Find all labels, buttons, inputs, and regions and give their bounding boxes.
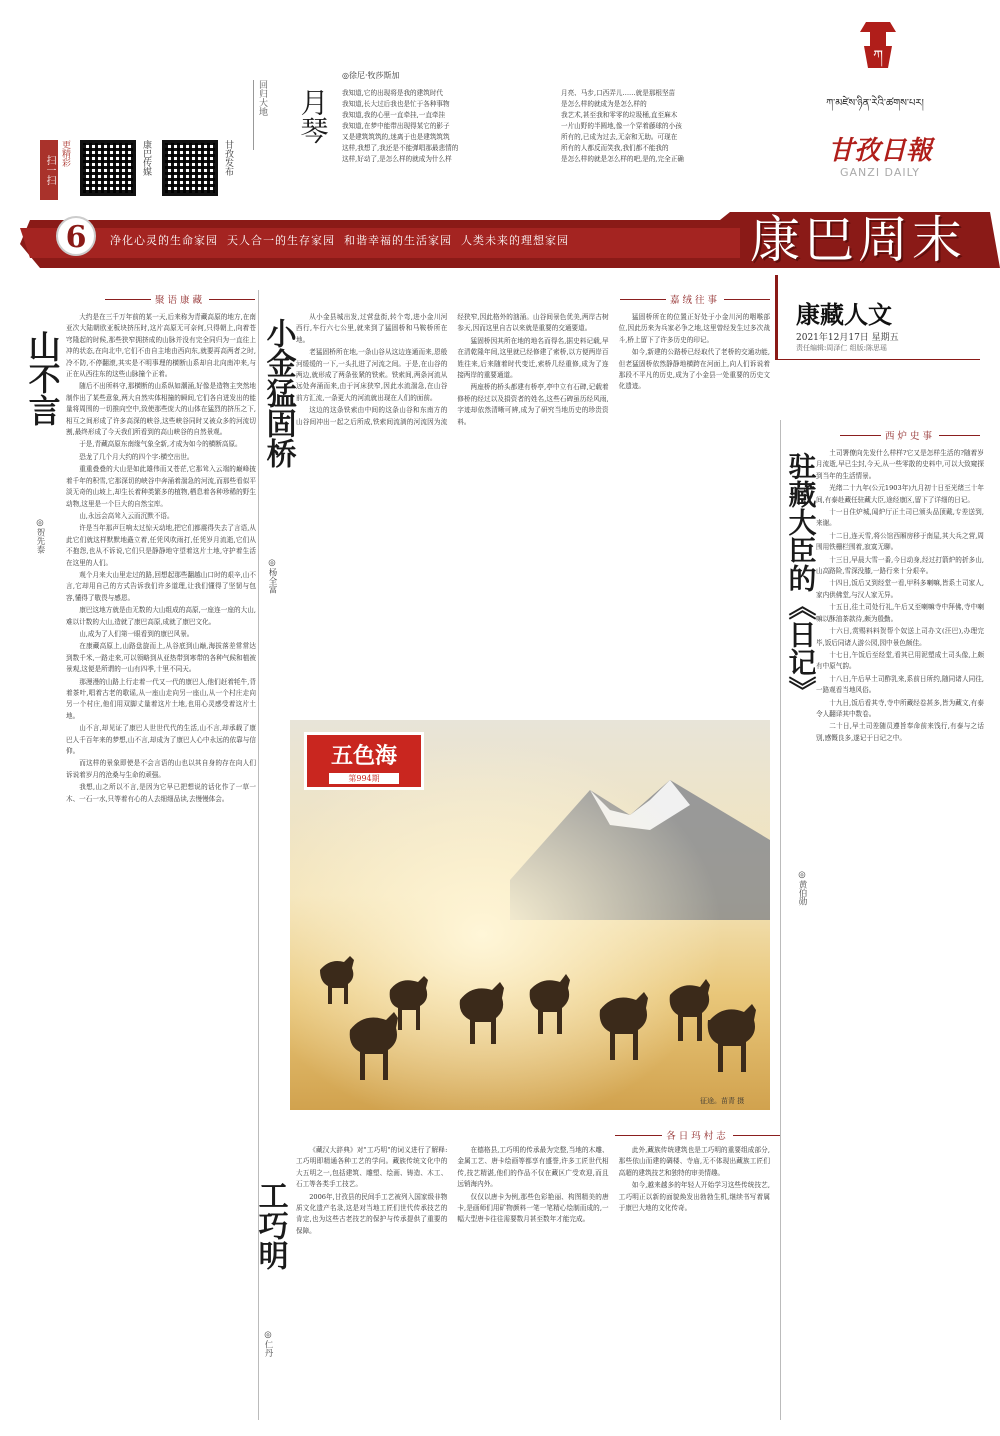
- scan-label: [40, 140, 58, 200]
- article3-paragraph: 十六日,赏赐料料贺帮个奴送上司办文(汪巴),办理完毕,饭后同诸人游公园,园中景色颇佳。: [816, 627, 984, 647]
- article3-paragraph: 十一日住炉城,闻炉厅正土司已颁头品顶戴,专差送到,来谢。: [816, 508, 984, 528]
- poem-line: 一片山野的半圆地,像一个穿着藤球的小孩: [561, 122, 682, 130]
- photo-issue: 第994期: [329, 773, 399, 784]
- article4-title: 工巧明: [252, 1180, 288, 1270]
- article4-column-head: [615, 1128, 780, 1142]
- section-title: 康巴周末: [750, 211, 966, 269]
- article3-paragraph: 十二日,连天雪,将公馆西厢房移于南屋,其大兵之营,周围用铁栅栏围着,寂寞无聊。: [816, 531, 984, 552]
- poem-author: ◎徐尼·牧莎斯加: [342, 71, 400, 80]
- poem-line: 月亮、马步,口西弄儿……就是那根坚苗: [561, 89, 676, 97]
- article4-paragraph: 此外,藏族传统建筑也是工巧明的重要组成部分,那些依山而建的碉楼、寺庙,无不体现出藏族工匠们高超的建筑技艺和独特的审美情趣。: [618, 1146, 770, 1177]
- article2-column-label: 嘉绒往事: [670, 295, 721, 306]
- article2-title: 小金猛固桥: [260, 318, 296, 468]
- article1-paragraph: 于是,青藏高原东南缘气象全新,才成为如今的横断高原。: [79, 440, 242, 449]
- article1-paragraph: 恐龙了几个月大约的四个字:横空出世。: [79, 452, 194, 461]
- article1-paragraph: 山不言,却见证了康巴人世世代代的生活,山不言,却承载了康巴人千百年来的梦想,山不言,却成为了康巴人心中永远的依靠与信仰。: [66, 724, 256, 756]
- article1-paragraph: 重重叠叠的大山是如此雄伟而又苍茫,它那耸入云端的巅峰披着千年的积雪,它那深切的峡谷中奔涌着湍急的河流,而那些看似平淡无奇的山坡上,却生长着种类繁多的植物,栖息着各种珍稀的野生动物,这里是一个巨大的自然宝库。: [66, 465, 256, 508]
- article3-column-label: 西炉史事: [885, 431, 936, 442]
- article2-column-head: [620, 292, 770, 306]
- photo-column-logo: [304, 732, 424, 790]
- divider-col2: [780, 420, 781, 1420]
- article2-paragraph: 两座桥的桥头都建有桥亭,亭中立有石碑,记载着修桥的经过以及捐资者的姓名,这些石碑虽历经风雨,字迹却依然清晰可辨,成为了研究当地历史的珍贵资料。: [457, 383, 609, 426]
- article2-paragraph: 这边的这条铁索由中间的这条山谷和东南方的山谷间冲出一起之后所成,铁索间流淌的河流因为流经狭窄,因此格外的汹涌。山谷间景色优美,两岸古树参天,因而这里自古以来就是重要的交通要道。: [296, 313, 609, 426]
- more-label-text: 更精彩: [60, 140, 70, 167]
- poem-line: 这样,好动了,是怎么样的就成为什么样: [342, 155, 452, 163]
- svg-text:ཀ: ཀ: [873, 48, 883, 64]
- photo-wild-horses: [290, 720, 770, 1110]
- article3-body: [816, 448, 984, 1423]
- article4-column-label: 各日玛村志: [666, 1131, 729, 1142]
- article1-paragraph: 那漫漫的山路上行走着一代又一代的康巴人,他们赶着牦牛,背着茶叶,唱着古老的歌谣,从一座山走向另一座山,从一个村庄走向另一个村庄,他们用双脚丈量着这片土地,也用心灵感受着这片土地。: [66, 677, 256, 720]
- poem-column-label: 回归大地: [253, 80, 269, 150]
- article1-body: [66, 312, 256, 1422]
- poem-line: 我知道,我的心里一直牵挂,一直牵挂: [342, 111, 446, 119]
- article1-paragraph: 康巴这地方就是由无数的大山组成的高原,一座连一座的大山,难以计数的大山,造就了康巴高原,成就了康巴文化。: [66, 606, 256, 626]
- article3-title: 驻藏大臣的《日记》: [784, 452, 818, 704]
- article4-paragraph: 如今,越来越多的年轻人开始学习这些传统技艺,工巧明正以新的面貌焕发出勃勃生机,继续书写着属于康巴大地的文化传奇。: [618, 1181, 770, 1213]
- article4-paragraph: 2006年,甘孜县的民间手工艺被列入国家级非物质文化遗产名录,这是对当地工匠们世代传承技艺的肯定,也为这些古老技艺的保护与传承提供了重要的保障。: [296, 1192, 448, 1235]
- article3-paragraph: 十三日,早晨大雪一番,今日动身,经过打箭炉的折多山,山高路险,雪深没膝,一路行来十分艰辛。: [816, 555, 984, 576]
- article3-paragraph: 二十日,早土司差随员遵旨奉命前来饯行,有泰与之话别,感慨良多,遂记于日记之中。: [816, 722, 984, 742]
- article2-author: ◎杨全富: [267, 558, 277, 594]
- photo-credit: 征途。苗青 摄: [700, 1097, 745, 1105]
- article2-paragraph: 猛固桥所在的位置正好处于小金川河的咽喉部位,因此历来为兵家必争之地,这里曾经发生过多次战斗,桥上留下了许多历史的印记。: [618, 313, 770, 344]
- poem-line: 这样,我想了,我还是不能弹唱那最悲情的: [342, 144, 459, 152]
- article1-paragraph: 大约是在三千万年前的某一天,后来称为青藏高原的地方,在南亚次大陆朝欧亚板块挤压时,这片高原无可奈何,只得朝上,向着苍穹隆起的时候,那些狭窄拥挤成的山脉并没有完全同归为一直往上冲的状态,在向北中,它们不由自主地由西向东,就要再高两者之时,冷不防,不停翻滚,其实是不明事理的横断山系却自北向南冲来,与正在从西往东的这些山脉撞个正着。: [66, 313, 256, 379]
- article1-column-head: [105, 292, 255, 306]
- more-label: [58, 140, 72, 180]
- poem-line: 是怎么样的就是怎么样的吧,是的,完全正确: [561, 155, 684, 163]
- article1-paragraph: 观个月来大山里走过的路,回想起那些翻越山口时的艰辛,山不言,它却用自己的方式告诉我们许多道理,让我们懂得了坚韧与包容,懂得了敬畏与感恩。: [66, 570, 256, 602]
- article2-paragraph: 猛固桥因其所在地的地名而得名,据史料记载,早在清乾隆年间,这里就已经修建了索桥,以方便两岸百姓往来,后来随着时代变迁,索桥几经重修,成为了连接两岸的重要通道。: [457, 336, 609, 380]
- qr-label-kangba: 康巴传媒: [141, 140, 151, 176]
- article4-author: ◎仁丹: [263, 1330, 273, 1357]
- poem-line: 所有的,已成为过去,无奈和无助。可现在: [561, 133, 678, 141]
- article3-paragraph: 十七日,午饭后至经堂,看其已用泥塑成土司头像,上颇有中原气韵。: [816, 650, 984, 671]
- article2-paragraph: 老猛固桥所在地,一条山谷从这边连通而来,恩般河缓缓的一下,一头扎进了河流之间。于是,在山谷的两边,就形成了两条张紧的铁索。铁索间,两条河流从远处奔涌而来,由于河床狭窄,因此水流湍急,在山谷前方汇流,一条更大的河流就出现在人们的面前。: [296, 348, 448, 402]
- poem-line: 我知道,在梦中能带出现得某它的影子: [342, 122, 450, 130]
- poem-lines: [342, 88, 762, 188]
- page-number: 6: [56, 216, 96, 256]
- poem-line: 我知道,它的出现将是我的建筑时代: [342, 89, 444, 97]
- article1-paragraph: 随后不出所料守,那横断的山系纵如潮涌,好像是造物主突然地制作出了某些意象,两大自然实体相撞的瞬间,它们各自迸发出的能量将周围的一切推向空中,致使那些庞大的山体在猛烈的挤压之下,相互之间形成了许多高深的峡谷,这些峡谷同时又被众多的河流切割,最终形成了今天我们所看到的高山峡谷的自然景观。: [66, 382, 256, 437]
- article1-paragraph: 许是当年那声巨响太过惊天动地,把它们都震得失去了言语,从此它们就这样默默地矗立着,任凭风吹雨打,任凭岁月流逝,它们从不抱怨,也从不诉说,它们只是静静地守望着这片土地,守护着生活在这里的人们。: [66, 524, 256, 567]
- article4-paragraph: 仅仅以唐卡为例,那些色彩艳丽、构图精美的唐卡,是画师们用矿物颜料一笔一笔精心绘制而成的,一幅大型唐卡往往需要数月甚至数年才能完成。: [457, 1192, 609, 1224]
- article4-paragraph: 《藏汉大辞典》对"工巧明"的词义进行了解释:工巧明即精通各种工艺的学问。藏族传统文化中的大五明之一,包括建筑、雕塑、绘画、铸造、木工、石工等各类手工技艺。: [296, 1146, 448, 1189]
- article1-paragraph: 山,成为了人们第一眼看到的康巴风景。: [79, 629, 194, 638]
- article3-paragraph: 光绪二十九年(公元1903年)九月初十日至光绪三十年间,有泰赴藏任驻藏大臣,途经康区,留下了详细的日记。: [816, 484, 984, 504]
- masthead-tibetan: ཀ་མཛེས་ཉིན་རེའི་ཚགས་པར།: [826, 98, 924, 109]
- article1-author: ◎贺先泰: [35, 518, 45, 554]
- paper-name-en: GANZI DAILY: [840, 166, 920, 179]
- photo-column-logo-text: 五色海: [330, 744, 397, 769]
- issue-date: 2021年12月17日 星期五: [796, 333, 899, 343]
- article1-column-label: 聚语康藏: [155, 295, 206, 306]
- banner-slogans: 净化心灵的生命家园 天人合一的生存家园 和谐幸福的生活家园 人类未来的理想家园: [110, 234, 569, 247]
- article3-paragraph: 十八日,午后早土司酢乳来,系前日所约,随同诸人同往,一路观看当地风俗。: [816, 674, 984, 695]
- poem-title: 月琴: [296, 88, 330, 144]
- article3-paragraph: 十四日,饭后又到经堂一看,甲科多喇嘛,皆系土司家人,家内供佛堂,与汉人家无异。: [816, 579, 984, 599]
- article3-paragraph: 十九日,饭后看其寺,寺中所藏经卷甚多,皆为藏文,有泰令人翻译其中数卷。: [816, 698, 984, 718]
- article3-author: ◎黄伯勋: [797, 870, 807, 906]
- qr-code-ganzi[interactable]: [162, 140, 218, 196]
- qr-label-ganzi: 甘孜发布: [223, 140, 233, 176]
- section-subtitle-box: [775, 275, 980, 360]
- article3-column-head: [840, 428, 980, 442]
- masthead-logo-icon: [848, 18, 908, 78]
- article1-paragraph: 山,永远会高耸入云而沉默不语。: [79, 511, 174, 520]
- scan-label-text: 扫一扫: [44, 155, 55, 185]
- article4-body: [296, 1145, 770, 1425]
- article4-paragraph: 在德格县,工巧明的传承最为完整,当地的木雕、金属工艺、唐卡绘画等都享有盛誉,许多工匠世代相传,技艺精湛,他们的作品不仅在藏区广受欢迎,而且远销海内外。: [457, 1146, 609, 1189]
- article1-paragraph: 我想,山之所以不言,是因为它早已把想说的话化作了一草一木、一石一水,只等着有心的人去细细品读,去慢慢体会。: [66, 783, 256, 803]
- article1-paragraph: 而这样的景象即使是不会言语的山也以其自身的存在向人们诉说着岁月的沧桑与生命的顽强。: [66, 759, 256, 779]
- article3-paragraph: 十五日,往土司处行礼,午后又至喇嘛寺中拜佛,寺中喇嘛以酥油茶款待,颇为殷勤。: [816, 603, 984, 623]
- poem-line: 我艺术,甚至我和零零的垃圾桶,直至麻木: [561, 111, 678, 119]
- article2-body: [296, 312, 770, 712]
- article2-paragraph: 从小金县城出发,过营盘街,转个弯,进小金川河西行,车行六七公里,就来到了猛固桥和马鞍桥所在地。: [296, 313, 448, 344]
- poem-line: 我知道,长大过后我也是忙于各种事物: [342, 100, 450, 108]
- poem-line: 又是建筑筑筑的,迷离于也是建筑筑筑: [342, 133, 450, 141]
- article1-title: 山不言: [23, 330, 62, 426]
- article2-paragraph: 如今,新建的公路桥已经取代了老桥的交通功能,但老猛固桥依然静静地横跨在河面上,向人们诉说着那段不平凡的历史,成为了小金县一处重要的历史文化遗迹。: [618, 348, 770, 391]
- section-subtitle: 康藏人文: [796, 301, 892, 329]
- poem-line: 所有的人都反而笑我,我们都不能我的: [561, 144, 669, 152]
- article1-paragraph: 在康藏高原上,山路盘旋而上,从谷底到山巅,海拔落差常常达到数千米,一路走来,可以领略到从亚热带到寒带的各种气候和植被景观,这便是所谓的一山有四季,十里不同天。: [66, 642, 256, 674]
- poem-line: 是怎么样的就成为是怎么样的: [561, 100, 647, 108]
- editors: 责任编辑:周泽仁 组版:陈思瑶: [796, 344, 887, 352]
- article3-paragraph: 土司署僚向先发什么样样?它又是怎样生活的?随着岁月流逝,早已尘封,今天,从一些零散的史料中,可以大致窥探到当年的生活情景。: [816, 449, 984, 480]
- paper-name: 甘孜日報: [827, 136, 932, 166]
- qr-code-kangba[interactable]: [80, 140, 136, 196]
